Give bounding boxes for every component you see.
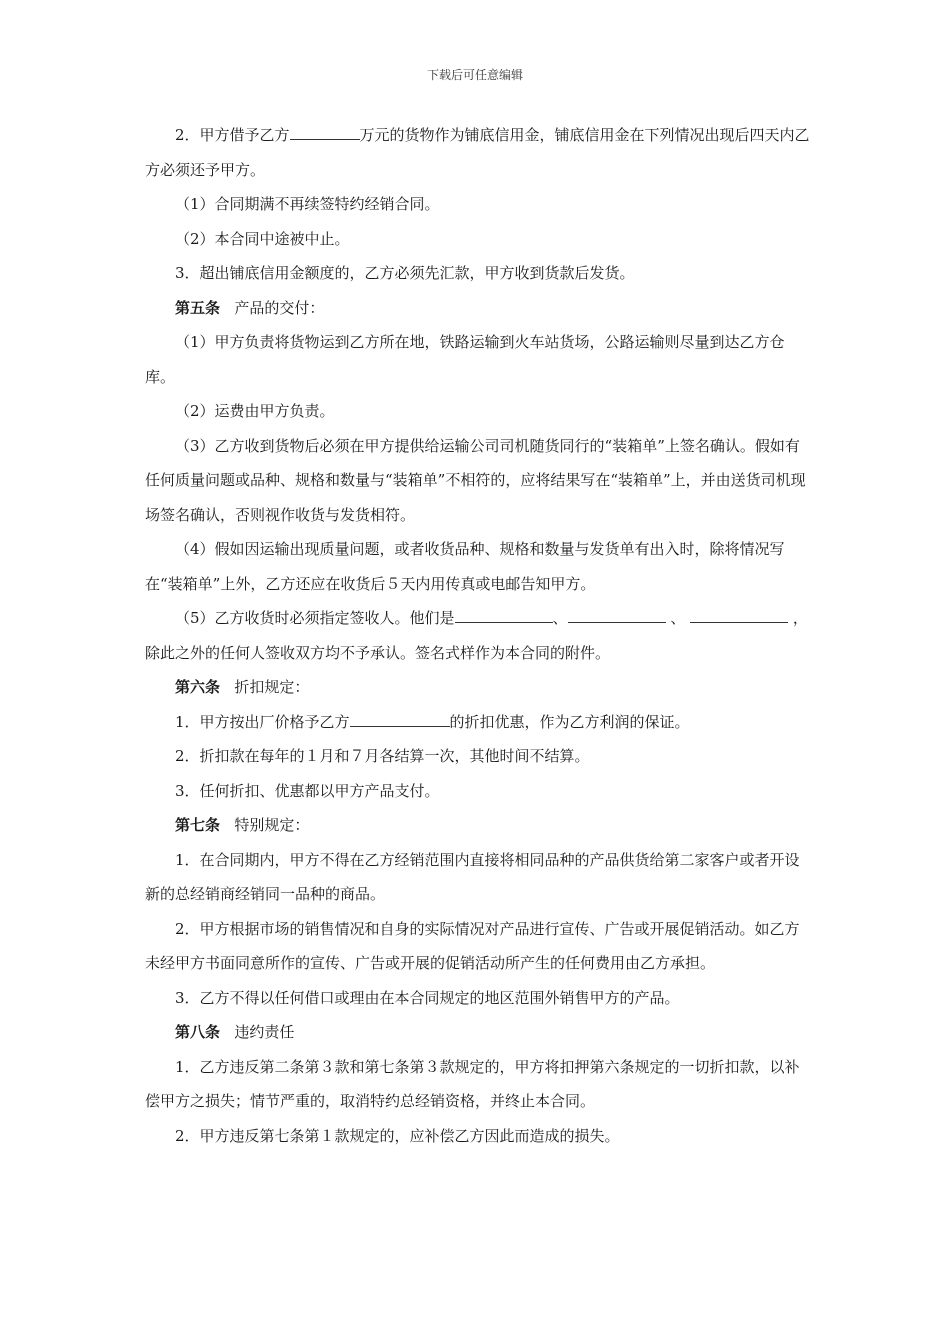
blank-discount-field[interactable] [350,710,450,727]
clause-paragraph: 1．在合同期内，甲方不得在乙方经销范围内直接将相同品种的产品供货给第二家客户或者开设新的总经销商经销同一品种的商品。 [145,850,800,903]
clause-paragraph: 2．甲方根据市场的销售情况和自身的实际情况对产品进行宣传、广告或开展促销活动。如乙方未经甲方书面同意所作的宣传、广告或开展的促销活动所产生的任何费用由乙方承担。 [145,919,800,972]
clause-paragraph [145,705,810,740]
separator: 、 [665,609,686,627]
clause-paragraph: （1）合同期满不再续签特约经销合同。 [175,195,440,213]
clause-paragraph: 2．甲方违反第七条第１款规定的，应补偿乙方因此而造成的损失。 [175,1126,620,1145]
article-heading [145,1015,810,1050]
article-heading [145,291,810,326]
article-number: 第八条 [175,1023,221,1041]
blank-signatory-3-continued[interactable] [764,606,788,623]
separator: 、 [552,609,568,627]
clause-paragraph [145,118,810,187]
clause-paragraph: （2）本合同中途被中止。 [175,229,350,248]
article-title: 产品的交付： [234,298,325,317]
clause-paragraph: （2）运费由甲方负责。 [175,402,335,420]
clause-paragraph: 3．任何折扣、优惠都以甲方产品支付。 [175,781,440,800]
paragraph-text: 的折扣优惠，作为乙方利润的保证。 [449,712,690,731]
clause-paragraph: 1．乙方违反第二条第３款和第七条第３款规定的，甲方将扣押第六条规定的一切折扣款，以补偿甲方之损失；情节严重的，取消特约总经销资格，并终止本合同。 [145,1057,800,1110]
clause-paragraph [145,601,810,670]
blank-amount-field[interactable] [290,123,360,140]
blank-signatory-2-field[interactable] [568,606,666,623]
article-number: 第六条 [175,678,221,696]
clause-paragraph: （1）甲方负责将货物运到乙方所在地，铁路运输到火车站货场，公路运输则尽量到达乙方仓库。 [145,333,785,386]
clause-paragraph: 2．折扣款在每年的１月和７月各结算一次，其他时间不结算。 [175,747,590,765]
paragraph-text: ，除此之外的任何人签收双方均不予承认。签名式样作为本合同的附件。 [145,609,808,662]
clause-paragraph: （3）乙方收到货物后必须在甲方提供给运输公司司机随货同行的“装箱单”上签名确认。假如有任何质量问题或品种、规格和数量与“装箱单”不相符的，应将结果写在“装箱单”上，并由送货司机现场签名确认，否则视作收货与发货相符。 [145,436,806,524]
clause-paragraph: 3．乙方不得以任何借口或理由在本合同规定的地区范围外销售甲方的产品。 [175,988,680,1007]
article-title: 违约责任 [234,1023,295,1041]
blank-signatory-3-field[interactable] [690,606,764,623]
article-number: 第七条 [175,816,221,834]
article-heading [145,808,810,843]
blank-signatory-1-field[interactable] [455,606,553,623]
page-header: 下载后可任意编辑 [426,68,523,82]
paragraph-text: 1．甲方按出厂价格予乙方 [175,712,350,731]
document-body [145,118,810,1153]
article-number: 第五条 [175,298,221,317]
clause-paragraph: （4）假如因运输出现质量问题，或者收货品种、规格和数量与发货单有出入时，除将情况写在“装箱单”上外，乙方还应在收货后５天内用传真或电邮告知甲方。 [145,540,785,593]
paragraph-text: 2．甲方借予乙方 [175,126,290,144]
clause-paragraph: 3．超出铺底信用金额度的，乙方必须先汇款，甲方收到货款后发货。 [175,264,635,282]
paragraph-text: （5）乙方收货时必须指定签收人。他们是 [175,609,455,627]
article-title: 折扣规定： [234,678,310,696]
article-title: 特别规定： [234,816,310,834]
article-heading [145,670,810,705]
paragraph-text: 万元的货物作为铺底信用金，铺底信用金在下列情况出现后四天内乙方必须还予甲方。 [145,126,810,179]
